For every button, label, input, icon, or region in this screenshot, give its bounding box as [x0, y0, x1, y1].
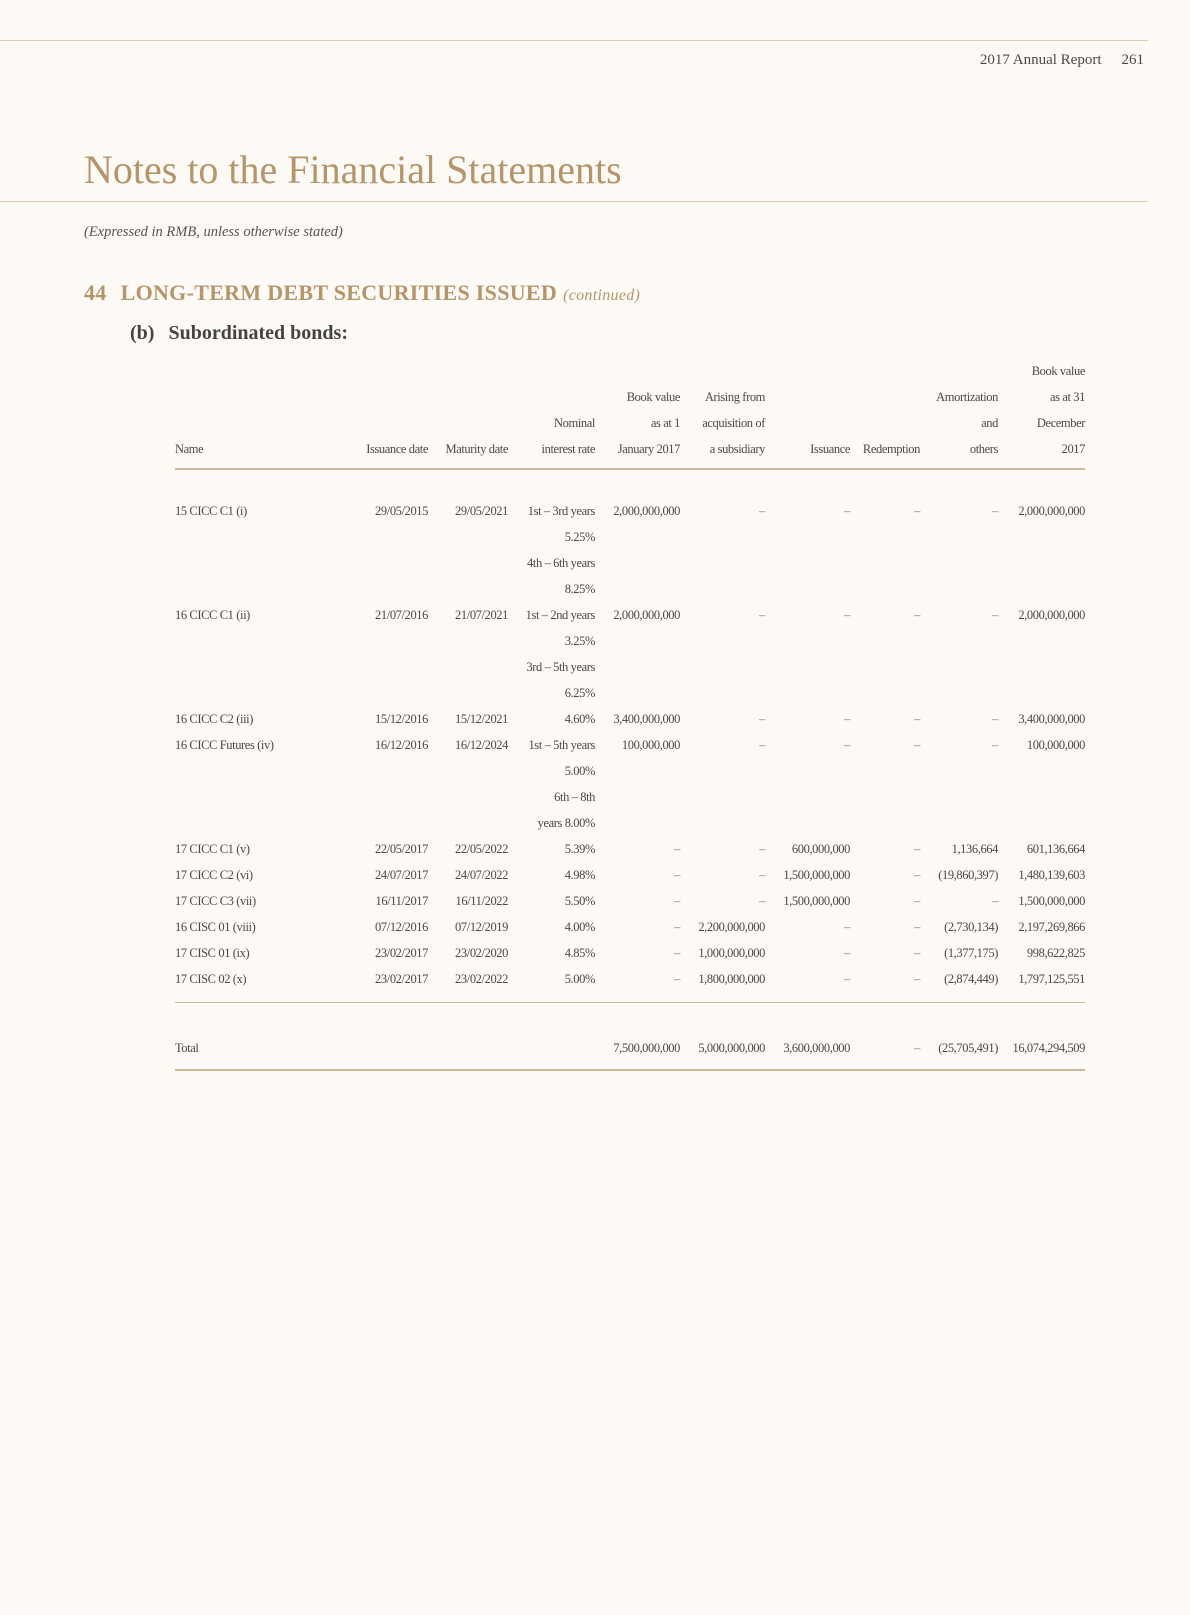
cell-issuance: 600,000,000	[791, 842, 850, 856]
rate-line: 6th – 8th	[554, 790, 595, 804]
column-header-line: as at 31	[1050, 390, 1085, 404]
cell-issue: 16/12/2016	[375, 738, 428, 752]
cell-name: 17 CICC C2 (vi)	[175, 868, 253, 882]
rate-line: 1st – 5th years	[528, 738, 595, 752]
column-header-line: Issuance date	[366, 442, 428, 456]
cell-redemption: –	[914, 504, 920, 518]
cell-amort: –	[992, 894, 998, 908]
cell-issuance: 1,500,000,000	[783, 868, 850, 882]
column-header	[345, 358, 428, 469]
table-row	[175, 602, 1085, 706]
column-header	[428, 358, 508, 469]
cell-acq: –	[759, 504, 765, 518]
rate-line: 5.39%	[564, 842, 595, 856]
cell-maturity: 24/07/2022	[455, 868, 508, 882]
cell-acq: 2,200,000,000	[698, 920, 765, 934]
cell-name: 17 CISC 02 (x)	[175, 966, 345, 1003]
cell-bv_close: 2,000,000,000	[1018, 504, 1085, 518]
cell-acq: 1,000,000,000	[698, 946, 765, 960]
table-row	[175, 706, 1085, 732]
column-header	[595, 358, 680, 469]
cell-maturity: 23/02/2022	[428, 966, 508, 1003]
cell-issue: 29/05/2015	[375, 504, 428, 518]
cell-maturity: 07/12/2019	[455, 920, 508, 934]
cell-issue: 23/02/2017	[345, 966, 428, 1003]
cell-acq: –	[759, 894, 765, 908]
cell-amort: (2,874,449)	[920, 966, 998, 1003]
cell-amort: (25,705,491)	[920, 1003, 998, 1071]
cell-issue: 23/02/2017	[375, 946, 428, 960]
cell-maturity: 16/12/2024	[455, 738, 508, 752]
cell-amort: –	[992, 608, 998, 622]
rate-line: 4.85%	[564, 946, 595, 960]
column-header-line: a subsidiary	[709, 442, 765, 456]
cell-redemption: –	[914, 920, 920, 934]
column-header	[680, 358, 765, 469]
cell-bv_close: 2,000,000,000	[1018, 608, 1085, 622]
cell-redemption: –	[914, 946, 920, 960]
cell-maturity: 16/11/2022	[455, 894, 508, 908]
cell-issuance: –	[844, 712, 850, 726]
cell-redemption: –	[914, 738, 920, 752]
table-row	[175, 888, 1085, 914]
cell-bv_open: –	[674, 894, 680, 908]
cell-issue: 15/12/2016	[375, 712, 428, 726]
subsection-heading	[130, 322, 348, 345]
subsection-title: Subordinated bonds:	[168, 322, 348, 344]
cell-issue: 16/11/2017	[375, 894, 428, 908]
cell-bv_open: 7,500,000,000	[595, 1003, 680, 1071]
cell-rate	[508, 940, 595, 966]
title-rule	[0, 201, 1148, 202]
rate-line: years 8.00%	[537, 816, 595, 830]
cell-issue: 24/07/2017	[375, 868, 428, 882]
table-row	[175, 732, 1085, 836]
column-header	[175, 358, 345, 469]
cell-rate	[508, 888, 595, 914]
table-row	[175, 966, 1085, 1003]
cell-rate	[508, 732, 595, 836]
cell-acq: –	[759, 738, 765, 752]
cell-name: 17 CICC C1 (v)	[175, 842, 250, 856]
rate-line: 1st – 2nd years	[525, 608, 595, 622]
cell-redemption: –	[914, 842, 920, 856]
column-header-line: others	[969, 442, 998, 456]
column-header-line: 2017	[1061, 442, 1085, 456]
cell-bv_open: 100,000,000	[621, 738, 680, 752]
table-row	[175, 862, 1085, 888]
cell-issuance: 1,500,000,000	[783, 894, 850, 908]
top-rule	[0, 40, 1148, 41]
rate-line: 8.25%	[564, 582, 595, 596]
column-header-line: Arising from	[704, 390, 765, 404]
cell-redemption: –	[914, 868, 920, 882]
column-header-line: Maturity date	[445, 442, 508, 456]
cell-bv_open: 2,000,000,000	[613, 504, 680, 518]
rate-line: 4.60%	[564, 712, 595, 726]
cell-issue: 21/07/2016	[375, 608, 428, 622]
cell-issuance: –	[844, 608, 850, 622]
cell-redemption: –	[850, 1003, 920, 1071]
cell-acq: –	[759, 712, 765, 726]
column-header-line: and	[981, 416, 998, 430]
subsection-label: (b)	[130, 322, 155, 344]
column-header-line: acquisition of	[702, 416, 765, 430]
cell-rate	[508, 602, 595, 706]
table-header-row	[175, 358, 1085, 469]
column-header-line: Nominal	[554, 416, 595, 430]
cell-maturity: 29/05/2021	[455, 504, 508, 518]
column-header-line: Book value	[1031, 364, 1085, 378]
cell-maturity: 22/05/2022	[455, 842, 508, 856]
cell-issuance: –	[765, 966, 850, 1003]
column-header	[920, 358, 998, 469]
subordinated-bonds-table	[175, 358, 1085, 1071]
rate-line: 4.98%	[564, 868, 595, 882]
rate-line: 5.00%	[564, 764, 595, 778]
cell-name: 17 CISC 01 (ix)	[175, 946, 250, 960]
column-header	[508, 358, 595, 469]
section-title: LONG-TERM DEBT SECURITIES ISSUED	[120, 280, 558, 305]
column-header-line: Amortization	[936, 390, 998, 404]
cell-bv_open: –	[674, 946, 680, 960]
table-row	[175, 469, 1085, 602]
cell-amort: (19,860,397)	[938, 868, 998, 882]
cell-rate	[508, 1003, 595, 1071]
column-header-line: Book value	[626, 390, 680, 404]
column-header-line: December	[1036, 416, 1085, 430]
cell-acq: –	[759, 842, 765, 856]
cell-amort: 1,136,664	[951, 842, 998, 856]
cell-name: 16 CICC C1 (ii)	[175, 608, 250, 622]
cell-bv_open: –	[674, 868, 680, 882]
cell-issuance: –	[844, 738, 850, 752]
cell-bv_open: –	[595, 966, 680, 1003]
cell-bv_close: 1,797,125,551	[998, 966, 1085, 1003]
column-header-line: Name	[175, 442, 204, 456]
running-header	[980, 52, 1144, 69]
cell-bv_open: –	[674, 842, 680, 856]
cell-name: 16 CICC Futures (iv)	[175, 738, 274, 752]
cell-maturity: 23/02/2020	[455, 946, 508, 960]
column-header	[765, 358, 850, 469]
cell-redemption: –	[914, 712, 920, 726]
cell-issuance: –	[844, 920, 850, 934]
cell-bv_close: 998,622,825	[1026, 946, 1085, 960]
cell-rate	[508, 914, 595, 940]
cell-name: 15 CICC C1 (i)	[175, 504, 247, 518]
page-number: 261	[1121, 52, 1144, 68]
cell-maturity	[428, 1003, 508, 1071]
cell-rate	[508, 706, 595, 732]
rate-line: 5.00%	[564, 972, 595, 986]
cell-maturity: 15/12/2021	[455, 712, 508, 726]
cell-issue: 07/12/2016	[375, 920, 428, 934]
cell-bv_close: 1,500,000,000	[1018, 894, 1085, 908]
table-row	[175, 836, 1085, 862]
rate-line: 5.50%	[564, 894, 595, 908]
section-heading	[84, 280, 640, 306]
rate-line: 3.25%	[564, 634, 595, 648]
table-row	[175, 940, 1085, 966]
cell-redemption: –	[914, 894, 920, 908]
cell-amort: –	[992, 504, 998, 518]
cell-acq: –	[759, 868, 765, 882]
cell-rate	[508, 836, 595, 862]
cell-rate	[508, 966, 595, 1003]
cell-redemption: –	[850, 966, 920, 1003]
cell-issuance: –	[844, 504, 850, 518]
column-header	[998, 358, 1085, 469]
rate-line: 6.25%	[564, 686, 595, 700]
report-name: 2017 Annual Report	[979, 52, 1102, 68]
table-row	[175, 914, 1085, 940]
continued-label: (continued)	[563, 287, 641, 304]
cell-bv_close: 2,197,269,866	[1018, 920, 1085, 934]
cell-bv_open: –	[674, 920, 680, 934]
total-row	[175, 1003, 1085, 1071]
column-header	[850, 358, 920, 469]
cell-maturity: 21/07/2021	[455, 608, 508, 622]
cell-name: 16 CICC C2 (iii)	[175, 712, 253, 726]
cell-bv_open: 3,400,000,000	[613, 712, 680, 726]
cell-name: 17 CICC C3 (vii)	[175, 894, 256, 908]
cell-issue	[345, 1003, 428, 1071]
column-header-line: Issuance	[810, 442, 850, 456]
page-title: Notes to the Financial Statements	[84, 147, 622, 192]
section-number: 44	[84, 280, 107, 305]
cell-bv_close: 16,074,294,509	[998, 1003, 1085, 1071]
rate-line: 4th – 6th years	[527, 556, 595, 570]
cell-amort: –	[992, 738, 998, 752]
currency-note: (Expressed in RMB, unless otherwise stated)	[84, 224, 343, 240]
column-header-line: Redemption	[862, 442, 920, 456]
cell-issuance: –	[844, 946, 850, 960]
cell-bv_close: 1,480,139,603	[1018, 868, 1085, 882]
column-header-line: interest rate	[541, 442, 595, 456]
cell-redemption: –	[914, 608, 920, 622]
rate-line: 4.00%	[564, 920, 595, 934]
cell-bv_close: 3,400,000,000	[1018, 712, 1085, 726]
cell-bv_close: 601,136,664	[1026, 842, 1085, 856]
rate-line: 3rd – 5th years	[526, 660, 595, 674]
cell-issuance: 3,600,000,000	[765, 1003, 850, 1071]
rate-line: 1st – 3rd years	[527, 504, 595, 518]
cell-amort: –	[992, 712, 998, 726]
column-header-line: as at 1	[650, 416, 680, 430]
cell-bv_open: 2,000,000,000	[613, 608, 680, 622]
cell-amort: (2,730,134)	[944, 920, 998, 934]
cell-acq: 5,000,000,000	[680, 1003, 765, 1071]
cell-name: Total	[175, 1003, 345, 1071]
cell-rate	[508, 469, 595, 602]
cell-amort: (1,377,175)	[944, 946, 998, 960]
cell-rate	[508, 862, 595, 888]
cell-acq: 1,800,000,000	[680, 966, 765, 1003]
cell-name: 16 CISC 01 (viii)	[175, 920, 256, 934]
cell-issue: 22/05/2017	[375, 842, 428, 856]
cell-acq: –	[759, 608, 765, 622]
cell-bv_close: 100,000,000	[1026, 738, 1085, 752]
rate-line: 5.25%	[564, 530, 595, 544]
column-header-line: January 2017	[617, 442, 680, 456]
